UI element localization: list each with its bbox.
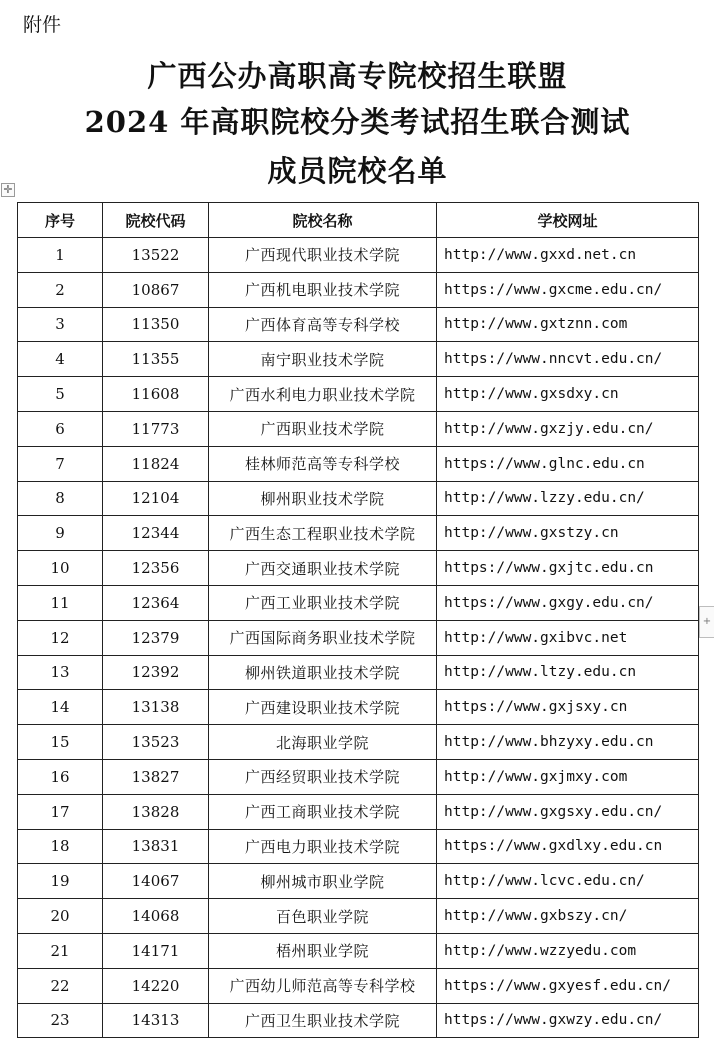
row-no-cell: 1 [18,238,103,273]
row-url-cell[interactable]: https://www.gxjtc.edu.cn [437,551,699,586]
row-url-cell[interactable]: https://www.gxjsxy.cn [437,690,699,725]
table-row [18,551,699,586]
row-code-cell: 14171 [103,933,209,968]
row-no-cell: 16 [18,759,103,794]
table-row [18,759,699,794]
row-code-cell: 13828 [103,794,209,829]
row-no-cell: 6 [18,411,103,446]
row-name-cell: 南宁职业技术学院 [209,342,437,377]
row-name-cell: 广西交通职业技术学院 [209,551,437,586]
header-code: 院校代码 [103,203,209,238]
row-url-cell[interactable]: http://www.gxtznn.com [437,307,699,342]
table-row [18,342,699,377]
row-name-cell: 北海职业学院 [209,725,437,760]
row-code-cell: 13827 [103,759,209,794]
row-url-cell[interactable]: http://www.gxstzy.cn [437,516,699,551]
row-no-cell: 18 [18,829,103,864]
table-row [18,794,699,829]
row-name-cell: 广西工业职业技术学院 [209,585,437,620]
row-code-cell: 12379 [103,620,209,655]
row-url-cell[interactable]: https://www.nncvt.edu.cn/ [437,342,699,377]
row-name-cell: 广西经贸职业技术学院 [209,759,437,794]
table-row [18,655,699,690]
table-row [18,307,699,342]
row-no-cell: 8 [18,481,103,516]
row-code-cell: 14220 [103,968,209,1003]
row-name-cell: 柳州城市职业学院 [209,864,437,899]
row-url-cell[interactable]: http://www.gxibvc.net [437,620,699,655]
row-name-cell: 广西卫生职业技术学院 [209,1003,437,1038]
row-code-cell: 14313 [103,1003,209,1038]
row-url-cell[interactable]: https://www.gxdlxy.edu.cn [437,829,699,864]
table-row [18,411,699,446]
row-url-cell[interactable]: http://www.gxzjy.edu.cn/ [437,411,699,446]
row-url-cell[interactable]: http://www.ltzy.edu.cn [437,655,699,690]
table-header-row [18,203,699,238]
row-no-cell: 20 [18,899,103,934]
move-cross-icon[interactable]: ✛ [1,183,15,197]
row-code-cell: 12104 [103,481,209,516]
row-url-cell[interactable]: https://www.gxwzy.edu.cn/ [437,1003,699,1038]
row-no-cell: 13 [18,655,103,690]
row-name-cell: 广西机电职业技术学院 [209,272,437,307]
row-url-cell[interactable]: https://www.gxgy.edu.cn/ [437,585,699,620]
table-row [18,272,699,307]
row-url-cell[interactable]: http://www.gxjmxy.com [437,759,699,794]
row-no-cell: 22 [18,968,103,1003]
row-no-cell: 12 [18,620,103,655]
row-name-cell: 广西体育高等专科学校 [209,307,437,342]
table-row [18,585,699,620]
row-no-cell: 9 [18,516,103,551]
row-no-cell: 4 [18,342,103,377]
row-url-cell[interactable]: https://www.gxyesf.edu.cn/ [437,968,699,1003]
row-url-cell[interactable]: http://www.gxbszy.cn/ [437,899,699,934]
resize-handle-icon[interactable]: + [699,606,714,638]
row-name-cell: 百色职业学院 [209,899,437,934]
table-row [18,238,699,273]
row-no-cell: 7 [18,446,103,481]
row-name-cell: 柳州铁道职业技术学院 [209,655,437,690]
page-title-line-2: 2024 年高职院校分类考试招生联合测试 [84,105,631,139]
row-url-cell[interactable]: http://www.gxxd.net.cn [437,238,699,273]
row-code-cell: 12364 [103,585,209,620]
row-no-cell: 10 [18,551,103,586]
row-code-cell: 12392 [103,655,209,690]
row-url-cell[interactable]: https://www.gxcme.edu.cn/ [437,272,699,307]
row-url-cell[interactable]: http://www.wzzyedu.com [437,933,699,968]
row-no-cell: 5 [18,377,103,412]
header-no: 序号 [18,203,103,238]
row-name-cell: 广西工商职业技术学院 [209,794,437,829]
row-name-cell: 广西生态工程职业技术学院 [209,516,437,551]
member-schools-table [17,202,699,1038]
row-code-cell: 14068 [103,899,209,934]
row-name-cell: 广西国际商务职业技术学院 [209,620,437,655]
row-no-cell: 17 [18,794,103,829]
table-row [18,446,699,481]
row-code-cell: 13522 [103,238,209,273]
row-no-cell: 2 [18,272,103,307]
row-url-cell[interactable]: http://www.lzzy.edu.cn/ [437,481,699,516]
row-no-cell: 14 [18,690,103,725]
row-no-cell: 11 [18,585,103,620]
table-row [18,968,699,1003]
row-name-cell: 桂林师范高等专科学校 [209,446,437,481]
row-code-cell: 11824 [103,446,209,481]
row-code-cell: 12344 [103,516,209,551]
table-row [18,725,699,760]
row-code-cell: 14067 [103,864,209,899]
row-no-cell: 19 [18,864,103,899]
row-name-cell: 广西现代职业技术学院 [209,238,437,273]
row-name-cell: 广西幼儿师范高等专科学校 [209,968,437,1003]
row-no-cell: 3 [18,307,103,342]
row-name-cell: 广西水利电力职业技术学院 [209,377,437,412]
row-code-cell: 11773 [103,411,209,446]
attachment-label: 附件 [23,14,62,36]
row-code-cell: 11355 [103,342,209,377]
table-row [18,864,699,899]
header-url: 学校网址 [437,203,699,238]
page-title-line-1: 广西公办高职高专院校招生联盟 [147,59,568,93]
row-url-cell[interactable]: http://www.gxgsxy.edu.cn/ [437,794,699,829]
row-name-cell: 梧州职业学院 [209,933,437,968]
row-no-cell: 23 [18,1003,103,1038]
row-code-cell: 11350 [103,307,209,342]
header-name: 院校名称 [209,203,437,238]
row-code-cell: 12356 [103,551,209,586]
row-name-cell: 广西电力职业技术学院 [209,829,437,864]
page-title-line-3: 成员院校名单 [267,154,448,188]
table-row [18,1003,699,1038]
row-url-cell[interactable]: http://www.bhzyxy.edu.cn [437,725,699,760]
table-row [18,829,699,864]
row-code-cell: 10867 [103,272,209,307]
table-row [18,933,699,968]
row-code-cell: 13523 [103,725,209,760]
table-row [18,481,699,516]
row-url-cell[interactable]: https://www.glnc.edu.cn [437,446,699,481]
table-row [18,516,699,551]
table-row [18,620,699,655]
row-no-cell: 21 [18,933,103,968]
table-row [18,690,699,725]
row-url-cell[interactable]: http://www.gxsdxy.cn [437,377,699,412]
row-no-cell: 15 [18,725,103,760]
row-code-cell: 13138 [103,690,209,725]
row-name-cell: 广西建设职业技术学院 [209,690,437,725]
table-row [18,899,699,934]
table-row [18,377,699,412]
row-code-cell: 11608 [103,377,209,412]
row-code-cell: 13831 [103,829,209,864]
row-name-cell: 广西职业技术学院 [209,411,437,446]
row-name-cell: 柳州职业技术学院 [209,481,437,516]
row-url-cell[interactable]: http://www.lcvc.edu.cn/ [437,864,699,899]
